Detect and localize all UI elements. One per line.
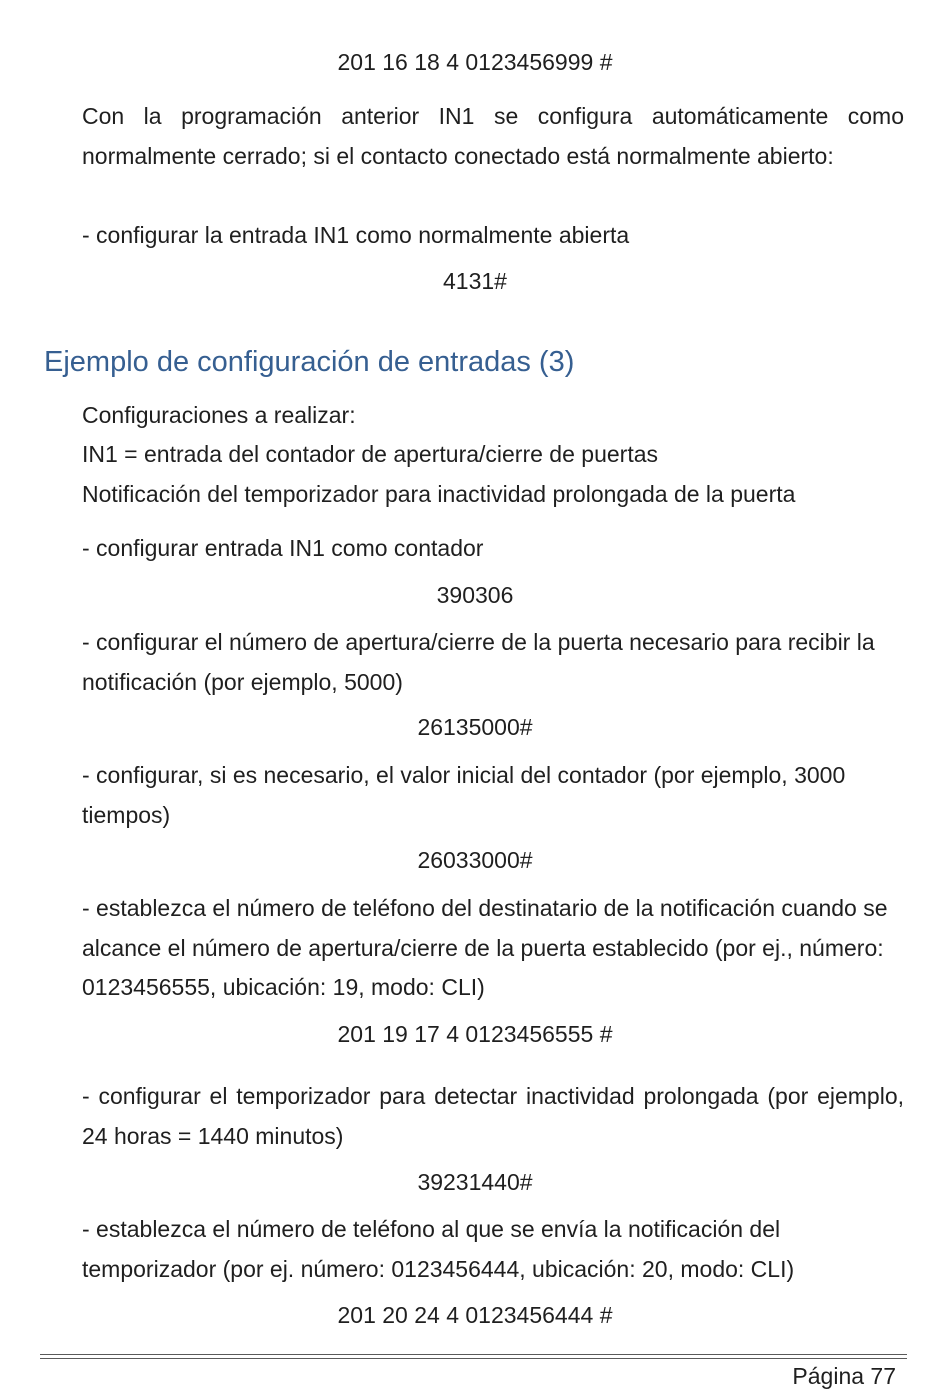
step-3: - configurar, si es necesario, el valor inicial del contador (por ejemplo, 3000 tiempos) [82, 762, 846, 828]
step-5: - configurar el temporizador para detectar inactividad prolongada (por ejemplo, 24 horas = 1440 minutos) [82, 1083, 904, 1149]
step-2: - configurar el número de apertura/cierre de la puerta necesario para recibir la notificación (por ejemplo, 5000) [82, 629, 875, 695]
intro-paragraph: Con la programación anterior IN1 se configura automáticamente como normalmente cerrado; si el contacto conectado está normalmente abierto: [82, 103, 904, 169]
step-in1-open: - configurar la entrada IN1 como normalmente abierta [82, 222, 630, 248]
step-4: - establezca el número de teléfono del destinatario de la notificación cuando se alcance el número de apertura/cierre de la puerta establecido (por ej., número: 0123456555, ubicación: 19, modo: CLI) [82, 895, 888, 1000]
section-heading: Ejemplo de configuración de entradas (3) [44, 346, 575, 378]
code-4: 201 19 17 4 0123456555 # [337, 1021, 613, 1047]
settings-line-1: IN1 = entrada del contador de apertura/cierre de puertas [82, 441, 658, 467]
code-2: 26135000# [417, 714, 533, 740]
code-1: 390306 [436, 582, 514, 608]
code-5: 39231440# [417, 1169, 533, 1195]
footer-rule-bottom [40, 1358, 907, 1359]
code-3: 26033000# [417, 847, 533, 873]
settings-intro: Configuraciones a realizar: [82, 402, 356, 428]
step-1: - configurar entrada IN1 como contador [82, 535, 484, 561]
code-6: 201 20 24 4 0123456444 # [337, 1302, 613, 1328]
step-6: - establezca el número de teléfono al que se envía la notificación del temporizador (por ej. número: 0123456444, ubicación: 20, modo: CLI) [82, 1216, 795, 1282]
page-number: Página 77 [792, 1363, 896, 1389]
footer-rule-top [40, 1354, 907, 1355]
code-in1-open: 4131# [443, 268, 507, 294]
settings-line-2: Notificación del temporizador para inactividad prolongada de la puerta [82, 481, 796, 507]
code-line-top: 201 16 18 4 0123456999 # [337, 49, 613, 75]
